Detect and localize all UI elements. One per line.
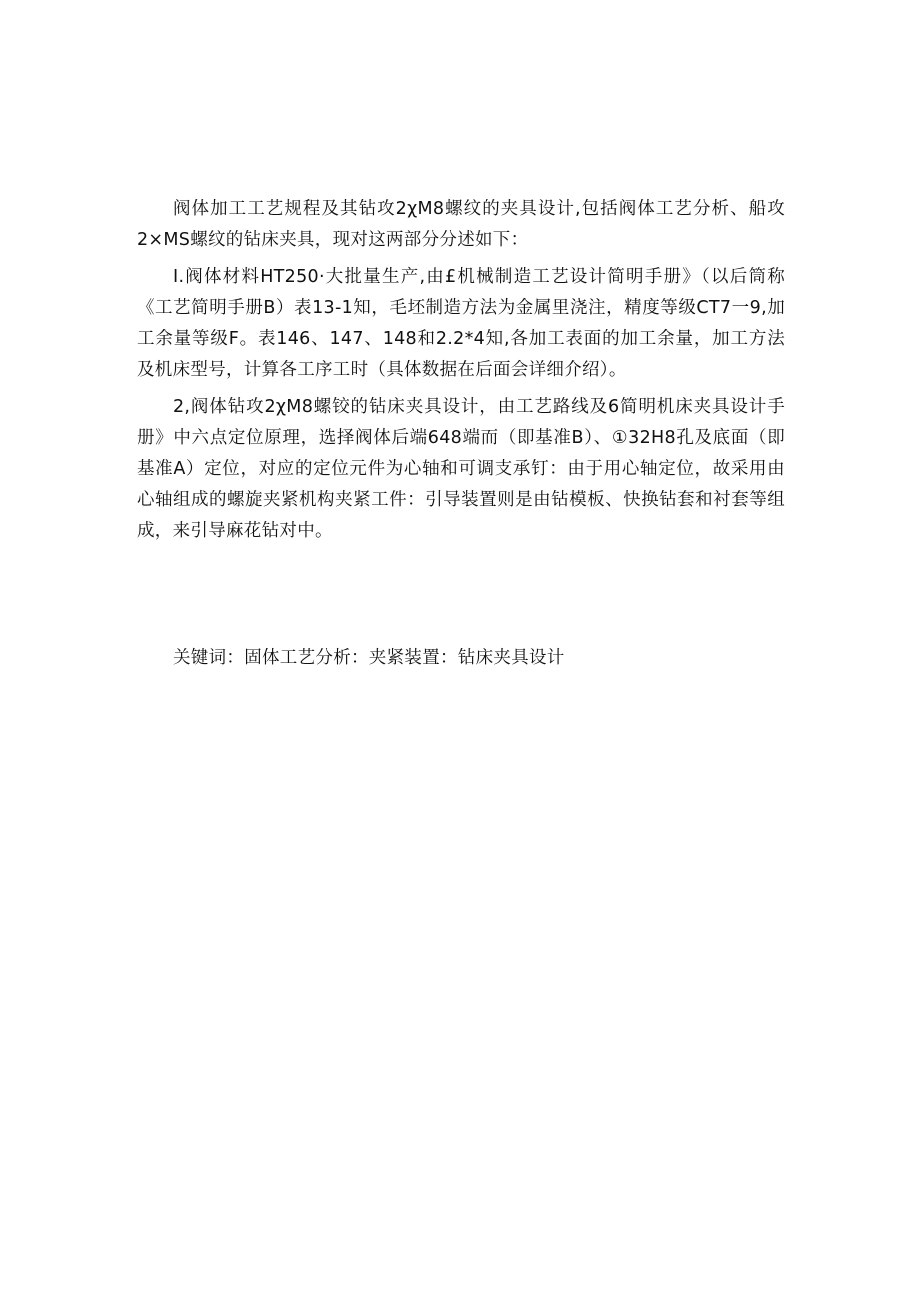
abstract-paragraph-1: I.阀体材料HT250·大批量生产,由£机械制造工艺设计简明手册》（以后筒称《工艺简明手册B）表13-1知，毛坯制造方法为金属里浇注，精度等级CT7一9,加工余量等级F。表146、147、148和2.2*4知,各加工表面的加工余量，加工方法及机床型号，计算各工序工时（具体数据在后面会详细介绍）。 [137, 267, 785, 380]
abstract-body [137, 194, 785, 553]
keywords-line: 关键词：固体工艺分析：夹紧装置：钻床夹具设计 [173, 648, 565, 668]
abstract-paragraph-intro: 阀体加工工艺规程及其钻攻2χM8螺纹的夹具设计,包括阀体工艺分析、船攻2×MS螺纹的钻床夹具，现对这两部分分述如下： [137, 199, 785, 250]
abstract-paragraph-2: 2,阀体钻攻2χM8螺铰的钻床夹具设计，由工艺路线及6简明机床夹具设计手册》中六点定位原理，选择阀体后端648端而（即基准B）、①32H8孔及底面（即基准A）定位，对应的定位元件为心轴和可调支承钉：由于用心轴定位，故采用由心轴组成的螺旋夹紧机构夹紧工件：引导装置则是由钻模板、快换钻套和衬套等组成，来引导麻花钻对中。 [137, 397, 785, 541]
